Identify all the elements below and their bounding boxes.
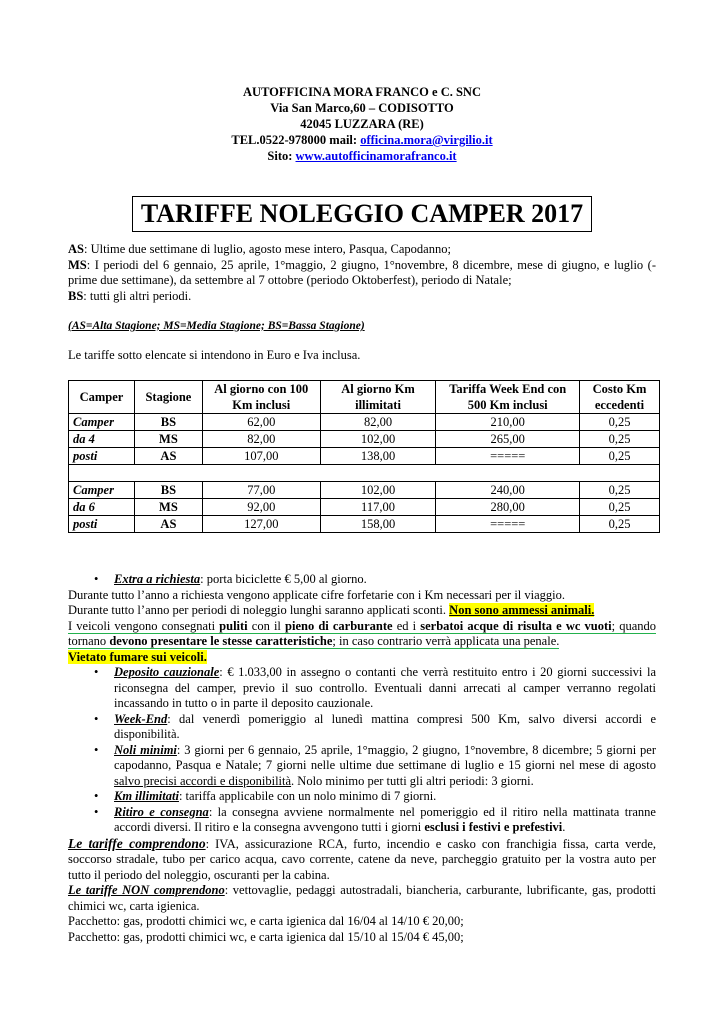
table-row <box>69 414 660 431</box>
paragraph <box>68 650 656 666</box>
item-label: Week-End <box>114 711 168 726</box>
table-row <box>69 448 660 465</box>
item-text: : € 1.033,00 in assegno o contanti che verrà restituito entro i 20 giorni successivi la riconsegna del camper, previo il suo controllo. Eventuali danni arrecati al camper verranno regolati incassando in tutto o in parte il deposito cauzionale. <box>114 665 656 710</box>
price-cell: 0,25 <box>580 482 660 499</box>
list-item <box>68 805 656 836</box>
season-text: : Ultime due settimane di luglio, agosto mese intero, Pasqua, Capodanno; <box>83 242 451 256</box>
table-header-cell: Al giorno con 100 Km inclusi <box>202 381 320 414</box>
season-text: : I periodi del 6 gennaio, 25 aprile, 1°maggio, 2 giugno, 1°novembre, 8 dicembre, mese di giugno, e luglio (-prime due settimane), da settembre al 7 ottobre (periodo Oktoberfest), periodo di Natale; <box>68 257 656 287</box>
row-label: posti <box>69 516 135 533</box>
paragraph: Durante tutto l’anno a richiesta vengono applicate cifre forfetarie con i Km necessari per il viaggio. <box>68 587 566 602</box>
table-header-row <box>69 381 660 414</box>
row-label: Camper <box>69 414 135 431</box>
company-address: Via San Marco,60 – CODISOTTO <box>270 101 454 115</box>
bullet-icon: • <box>94 804 99 819</box>
price-cell: 265,00 <box>436 431 580 448</box>
paragraph-text: con il <box>247 618 286 633</box>
table-header-cell: Costo Km eccedenti <box>580 381 660 414</box>
row-label: posti <box>69 448 135 465</box>
price-cell: 82,00 <box>320 414 436 431</box>
season-as <box>68 242 656 258</box>
price-cell: 82,00 <box>202 431 320 448</box>
highlight-text: Non sono ammessi animali. <box>449 603 595 617</box>
price-cell: 240,00 <box>436 482 580 499</box>
company-city: 42045 LUZZARA (RE) <box>300 117 424 131</box>
table-row <box>69 431 660 448</box>
paragraph-text: Durante tutto l’anno per periodi di noleggio lunghi saranno applicati sconti. <box>68 603 450 617</box>
paragraph-text: : vettovaglie, pedaggi autostradali, biancheria, carburante, lubrificante, gas, prodotti chimici wc, carta igienica. <box>68 883 657 913</box>
season-code: BS <box>68 288 84 303</box>
company-header <box>0 84 724 164</box>
list-item <box>68 665 656 712</box>
highlight-text: Vietato fumare sui veicoli. <box>68 649 207 664</box>
item-label: Noli minimi <box>114 742 177 757</box>
company-name: AUTOFFICINA MORA FRANCO e C. SNC <box>243 85 481 99</box>
season-code: AS <box>68 242 84 256</box>
price-cell: 158,00 <box>320 516 436 533</box>
season-ms <box>68 258 656 289</box>
table-row <box>69 482 660 499</box>
row-season: BS <box>134 482 202 499</box>
price-cell: 92,00 <box>202 499 320 516</box>
spacer-cell <box>69 465 660 482</box>
page-title: TARIFFE NOLEGGIO CAMPER 2017 <box>132 196 592 232</box>
table-header-cell: Tariffa Week End con 500 Km inclusi <box>436 381 580 414</box>
paragraph <box>68 836 656 884</box>
bullet-icon: • <box>94 742 99 757</box>
table-row <box>69 499 660 516</box>
company-contact <box>0 132 724 148</box>
paragraph-text: ed i <box>392 618 421 633</box>
paragraph <box>68 619 656 650</box>
paragraph: Pacchetto: gas, prodotti chimici wc, e carta igienica dal 15/10 al 15/04 € 45,00; <box>68 929 464 944</box>
price-cell: 62,00 <box>202 414 320 431</box>
item-text: . <box>562 820 566 834</box>
table-header-cell: Camper <box>69 381 135 414</box>
bullet-icon: • <box>94 572 99 586</box>
item-text: : dal venerdì pomeriggio al lunedì mattina compresi 500 Km, salvo diversi accordi e disponibilità. <box>114 711 656 741</box>
paragraph <box>68 883 656 914</box>
price-cell: 102,00 <box>320 431 436 448</box>
item-label: Extra a richiesta <box>114 572 201 586</box>
paragraph: Pacchetto: gas, prodotti chimici wc, e carta igienica dal 16/04 al 14/10 € 20,00; <box>68 914 464 928</box>
item-text: : tariffa applicabile con un nolo minimo di 7 giorni. <box>178 789 437 803</box>
website-link[interactable]: www.autofficinamorafranco.it <box>295 149 457 163</box>
season-code: MS <box>68 257 87 272</box>
list-item <box>68 572 656 588</box>
item-label: Km illimitati <box>114 789 179 803</box>
list-item <box>68 789 656 805</box>
bold-text: pieno di carburante <box>285 618 393 633</box>
company-site <box>0 148 724 164</box>
price-cell: 127,00 <box>202 516 320 533</box>
item-label: Ritiro e consegna <box>114 804 209 819</box>
item-label: Deposito cauzionale <box>114 665 220 679</box>
row-season: MS <box>134 499 202 516</box>
bold-text: serbatoi acque di risulta e wc vuoti <box>420 618 612 633</box>
item-text: . Nolo minimo per tutti gli altri periodi: 3 giorni. <box>291 773 534 788</box>
price-cell: 0,25 <box>580 414 660 431</box>
bold-text: esclusi i festivi e prefestivi <box>424 820 563 834</box>
row-season: MS <box>134 431 202 448</box>
email-link[interactable]: officina.mora@virgilio.it <box>360 133 493 147</box>
rates-table <box>68 380 660 533</box>
season-definitions <box>68 242 656 304</box>
bullet-icon: • <box>94 789 99 803</box>
site-label: Sito: <box>267 149 296 163</box>
price-cell: 117,00 <box>320 499 436 516</box>
season-bs <box>68 289 656 305</box>
row-label: da 6 <box>69 499 135 516</box>
item-text: : la consegna avviene normalmente nel pomeriggio ed il ritiro nella mattinata tranne accordi diversi. Il ritiro e la consegna avvengono tutti i giorni <box>114 804 656 834</box>
price-cell: 0,25 <box>580 448 660 465</box>
row-label: da 4 <box>69 431 135 448</box>
row-label: Camper <box>69 482 135 499</box>
row-season: AS <box>134 516 202 533</box>
price-cell: 0,25 <box>580 431 660 448</box>
price-cell: 138,00 <box>320 448 436 465</box>
item-text: : 3 giorni per 6 gennaio, 25 aprile, 1°maggio, 2 giugno, 1°novembre, 8 dicembre; 5 giorni per capodanno, Pasqua e Natale; 7 giorni nelle ultime due settimane di luglio e 15 giorni nel mese di agosto <box>114 742 657 772</box>
table-header-cell: Stagione <box>134 381 202 414</box>
price-cell: 210,00 <box>436 414 580 431</box>
conditions-section <box>68 572 656 945</box>
price-cell: 77,00 <box>202 482 320 499</box>
row-season: AS <box>134 448 202 465</box>
paragraph-text: : IVA, assicurazione RCA, furto, incendio e casko con franchigia fissa, carta verde, soccorso stradale, tubo per carico acqua, cavo corrente, catene da neve, parcheggio gratuito per la vostra auto per tutto il periodo del noleggio, oscuranti per la cabina. <box>68 836 656 882</box>
price-cell: 0,25 <box>580 499 660 516</box>
intro-text: Le tariffe sotto elencate si intendono in Euro e Iva inclusa. <box>68 348 361 362</box>
paragraph <box>68 603 656 619</box>
bullet-icon: • <box>94 665 99 679</box>
bold-text: puliti <box>219 618 248 633</box>
paragraph-text: ; in caso contrario verrà applicata una penale. <box>332 634 560 648</box>
paragraph-text: I veicoli vengono consegnati <box>68 618 220 633</box>
bullet-icon: • <box>94 711 99 726</box>
table-header-cell: Al giorno Km illimitati <box>320 381 436 414</box>
price-cell: ===== <box>436 448 580 465</box>
season-text: : tutti gli altri periodi. <box>83 288 192 303</box>
price-cell: ===== <box>436 516 580 533</box>
list-item <box>68 712 656 743</box>
table-spacer-row <box>69 465 660 482</box>
phone-text: TEL.0522-978000 mail: <box>231 133 361 147</box>
table-row <box>69 516 660 533</box>
season-legend: (AS=Alta Stagione; MS=Media Stagione; BS=Bassa Stagione) <box>68 320 365 332</box>
underlined-text: salvo precisi accordi e disponibilità <box>114 773 292 788</box>
section-label: Le tariffe comprendono <box>68 835 206 851</box>
paragraph-text: ; quando tornano <box>68 618 656 648</box>
list-item <box>68 743 656 790</box>
price-cell: 280,00 <box>436 499 580 516</box>
item-text: : porta biciclette € 5,00 al giorno. <box>200 572 367 586</box>
price-cell: 0,25 <box>580 516 660 533</box>
row-season: BS <box>134 414 202 431</box>
section-label: Le tariffe NON comprendono <box>68 883 225 897</box>
bold-text: devono presentare le stesse caratteristiche <box>109 634 333 648</box>
price-cell: 107,00 <box>202 448 320 465</box>
price-cell: 102,00 <box>320 482 436 499</box>
